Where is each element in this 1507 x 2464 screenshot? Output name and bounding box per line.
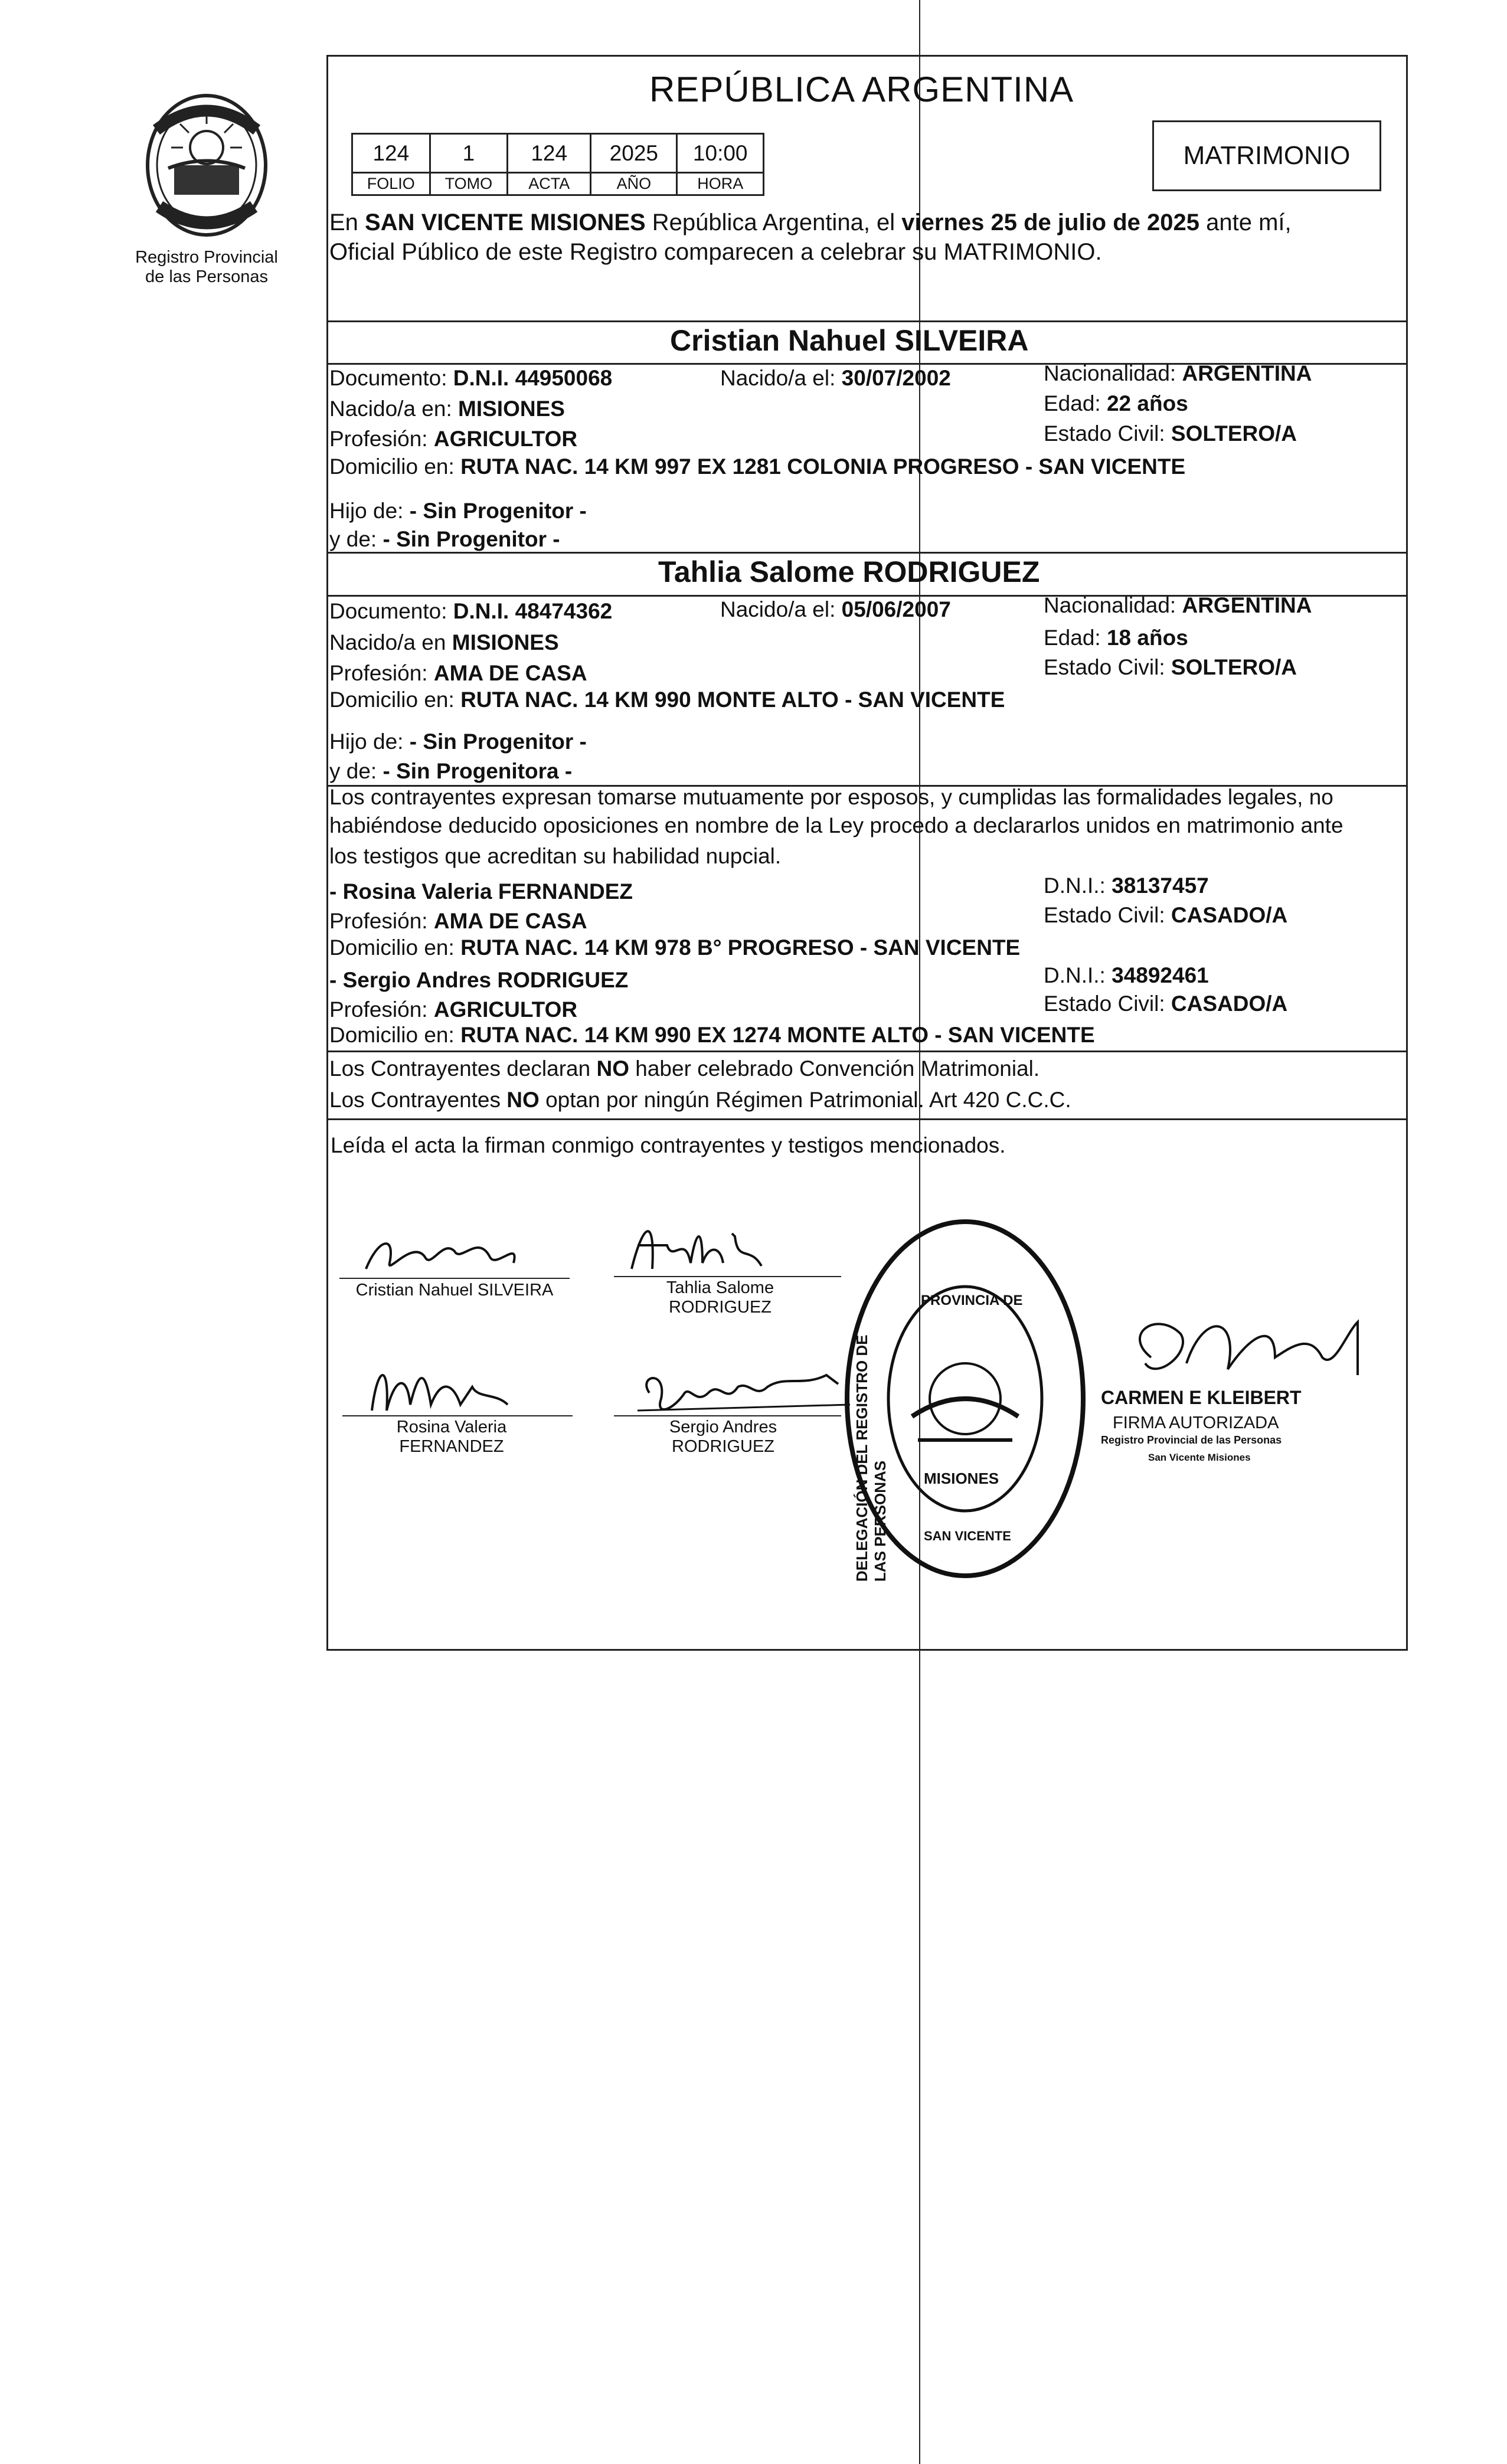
groom-signature-icon <box>342 1216 578 1287</box>
bride-born-in <box>329 630 559 655</box>
label-line-2: FERNANDEZ <box>399 1437 504 1457</box>
witness-1-profession <box>329 909 587 934</box>
closing-statement: Leída el acta la firman conmigo contrayentes y testigos mencionados. <box>331 1133 1006 1157</box>
value: - Sin Progenitor - <box>383 527 560 551</box>
groom-nationality <box>1044 361 1312 386</box>
registry-line-1: Registro Provincial <box>135 248 278 267</box>
emphasis: NO <box>506 1088 540 1112</box>
label: Edad: <box>1044 626 1107 650</box>
groom-address <box>329 454 1185 479</box>
label-line-1: Sergio Andres <box>669 1418 777 1436</box>
label: Nacionalidad: <box>1044 593 1182 617</box>
label: Profesión: <box>329 427 434 451</box>
bride-profession <box>329 661 587 686</box>
value: 34892461 <box>1112 963 1209 987</box>
groom-name: Cristian Nahuel SILVEIRA <box>670 324 1029 357</box>
label: D.N.I.: <box>1044 873 1112 898</box>
value: SOLTERO/A <box>1171 421 1297 446</box>
folio-label: FOLIO <box>352 173 430 195</box>
text: Los Contrayentes <box>329 1088 507 1112</box>
marriage-badge <box>1152 120 1381 191</box>
groom-age <box>1044 391 1188 416</box>
bride-age <box>1044 626 1188 650</box>
label: Profesión: <box>329 997 434 1022</box>
witness-2-name: - Sergio Andres RODRIGUEZ <box>329 968 629 992</box>
bride-document <box>329 599 612 624</box>
intro-line-2: Oficial Público de este Registro comparecen a celebrar su MATRIMONIO. <box>329 239 1102 265</box>
label-line-2: RODRIGUEZ <box>672 1437 774 1457</box>
label: Nacionalidad: <box>1044 361 1182 385</box>
value: 18 años <box>1106 626 1188 650</box>
groom-parent-2 <box>329 527 560 552</box>
label: Documento: <box>329 599 453 623</box>
text: optan por ningún Régimen Patrimonial. Art 420 C.C.C. <box>539 1088 1071 1112</box>
groom-parent-1 <box>329 499 587 523</box>
divider-closing <box>326 1118 1408 1120</box>
witness-2-civil-status <box>1044 992 1287 1016</box>
record-index-table <box>351 133 764 196</box>
label: Nacido/a el: <box>720 366 842 390</box>
intro-place: SAN VICENTE MISIONES <box>365 210 646 235</box>
label: Hijo de: <box>329 499 410 523</box>
label: Estado Civil: <box>1044 992 1171 1016</box>
value: D.N.I. 44950068 <box>453 366 613 390</box>
hour-label: HORA <box>677 173 764 195</box>
bride-nationality <box>1044 593 1312 618</box>
label: Nacido/a el: <box>720 597 842 621</box>
bride-parent-1 <box>329 729 587 754</box>
witness-1-signature-label <box>342 1418 561 1457</box>
label: Domicilio en: <box>329 935 461 960</box>
tomo-label: TOMO <box>430 173 508 195</box>
sig-line-w1 <box>342 1415 573 1416</box>
witness-2-dni <box>1044 963 1209 988</box>
witness-1-address <box>329 935 1020 960</box>
label-line-1: Tahlia Salome <box>666 1278 774 1297</box>
acta-label: ACTA <box>508 173 591 195</box>
declaration-line-3: los testigos que acreditan su habilidad nupcial. <box>329 844 782 868</box>
value: 05/06/2007 <box>841 597 951 621</box>
label: Estado Civil: <box>1044 655 1171 679</box>
label: Hijo de: <box>329 729 410 754</box>
value: - Sin Progenitora - <box>383 759 573 783</box>
official-office: Registro Provincial de las Personas <box>1101 1434 1282 1446</box>
value: SOLTERO/A <box>1171 655 1297 679</box>
intro-date: viernes 25 de julio de 2025 <box>901 210 1200 235</box>
label: y de: <box>329 527 383 551</box>
value: RUTA NAC. 14 KM 978 B° PROGRESO - SAN VICENTE <box>460 935 1021 960</box>
sig-line-groom <box>339 1278 570 1279</box>
registry-line-2: de las Personas <box>145 267 268 287</box>
groom-born-on <box>720 366 951 391</box>
bride-address <box>329 688 1005 712</box>
value: MISIONES <box>458 397 565 421</box>
label: Estado Civil: <box>1044 421 1171 446</box>
folio-value: 124 <box>352 134 430 173</box>
bride-signature-icon <box>620 1210 797 1287</box>
witness-2-address <box>329 1023 1095 1048</box>
value: RUTA NAC. 14 KM 990 MONTE ALTO - SAN VICENTE <box>460 688 1005 712</box>
groom-civil-status <box>1044 421 1297 446</box>
value: AMA DE CASA <box>433 661 587 685</box>
divider-intro <box>326 320 1408 322</box>
declaration-line-1: Los contrayentes expresan tomarse mutuamente por esposos, y cumplidas las formalidades legales, no <box>329 785 1333 809</box>
groom-born-in <box>329 397 565 421</box>
text: haber celebrado Convención Matrimonial. <box>629 1056 1040 1081</box>
witness-1-name: - Rosina Valeria FERNANDEZ <box>329 879 633 904</box>
label: Profesión: <box>329 661 434 685</box>
intro-text-a: En <box>329 210 365 235</box>
divider-regime <box>326 1051 1408 1052</box>
tomo-value: 1 <box>430 134 508 173</box>
sig-line-bride <box>614 1276 841 1277</box>
value: ARGENTINA <box>1182 361 1312 385</box>
stamp-text-city: SAN VICENTE <box>924 1529 1011 1543</box>
label: Documento: <box>329 366 453 390</box>
bride-signature-label <box>614 1278 826 1318</box>
value: D.N.I. 48474362 <box>453 599 613 623</box>
label: Domicilio en: <box>329 688 461 712</box>
value: - Sin Progenitor - <box>409 499 587 523</box>
label-line-2: RODRIGUEZ <box>669 1298 772 1317</box>
groom-profession <box>329 427 577 451</box>
label: Edad: <box>1044 391 1107 415</box>
intro-text-c: ante mí, <box>1199 210 1292 235</box>
official-name: CARMEN E KLEIBERT <box>1101 1387 1302 1408</box>
value: RUTA NAC. 14 KM 990 EX 1274 MONTE ALTO - SAN VICENTE <box>460 1023 1095 1047</box>
value: AGRICULTOR <box>433 427 578 451</box>
label: Nacido/a en <box>329 630 452 655</box>
registry-caption <box>118 248 295 287</box>
label: Profesión: <box>329 909 434 933</box>
label: Domicilio en: <box>329 454 461 479</box>
witness-1-dni <box>1044 873 1209 898</box>
declaration-line-2: habiéndose deducido oposiciones en nombre de la Ley procedo a declararlos unidos en matrimonio ante <box>329 813 1343 837</box>
label: Nacido/a en: <box>329 397 459 421</box>
value: MISIONES <box>452 630 559 655</box>
year-label: AÑO <box>591 173 677 195</box>
bride-civil-status <box>1044 655 1297 680</box>
official-role: FIRMA AUTORIZADA <box>1113 1413 1279 1432</box>
intro-line-1 <box>329 210 1292 236</box>
stamp-text-outer: DELEGACIÓN DEL REGISTRO DE LAS PERSONAS <box>853 1334 889 1582</box>
page-title: REPÚBLICA ARGENTINA <box>649 70 1074 109</box>
bride-parent-2 <box>329 759 572 784</box>
value: ARGENTINA <box>1182 593 1312 617</box>
value: - Sin Progenitor - <box>409 729 587 754</box>
bride-born-on <box>720 597 951 622</box>
label-line-1: Rosina Valeria <box>396 1418 507 1436</box>
witness-1-signature-icon <box>354 1352 543 1422</box>
groom-document <box>329 366 612 391</box>
label: D.N.I.: <box>1044 963 1112 987</box>
acta-value: 124 <box>508 134 591 173</box>
value: AGRICULTOR <box>433 997 578 1022</box>
regime-line-2 <box>329 1088 1071 1112</box>
province-seal-icon <box>133 89 280 242</box>
value: AMA DE CASA <box>433 909 587 933</box>
year-value: 2025 <box>591 134 677 173</box>
marriage-badge-label: MATRIMONIO <box>1183 141 1351 170</box>
intro-text-b: República Argentina, el <box>645 210 902 235</box>
label: Domicilio en: <box>329 1023 461 1047</box>
value: 22 años <box>1106 391 1188 415</box>
witness-2-signature-label <box>614 1418 832 1457</box>
value: CASADO/A <box>1171 903 1288 927</box>
groom-signature-label: Cristian Nahuel SILVEIRA <box>355 1281 554 1300</box>
regime-line-1 <box>329 1056 1039 1081</box>
emphasis: NO <box>596 1056 629 1081</box>
value: CASADO/A <box>1171 992 1288 1016</box>
value: RUTA NAC. 14 KM 997 EX 1281 COLONIA PROGRESO - SAN VICENTE <box>460 454 1186 479</box>
official-location: San Vicente Misiones <box>1148 1452 1251 1463</box>
value: 38137457 <box>1112 873 1209 898</box>
sig-line-w2 <box>614 1415 841 1416</box>
label: y de: <box>329 759 383 783</box>
hour-value: 10:00 <box>677 134 764 173</box>
witness-2-profession <box>329 997 577 1022</box>
stamp-text-bottom: MISIONES <box>924 1470 999 1487</box>
value: 30/07/2002 <box>841 366 951 390</box>
registry-logo <box>133 89 280 242</box>
text: Los Contrayentes declaran <box>329 1056 597 1081</box>
divider-bride-top <box>326 552 1408 554</box>
label: Estado Civil: <box>1044 903 1171 927</box>
bride-name: Tahlia Salome RODRIGUEZ <box>658 555 1040 588</box>
stamp-text-top: PROVINCIA DE <box>921 1292 1023 1308</box>
witness-1-civil-status <box>1044 903 1287 928</box>
